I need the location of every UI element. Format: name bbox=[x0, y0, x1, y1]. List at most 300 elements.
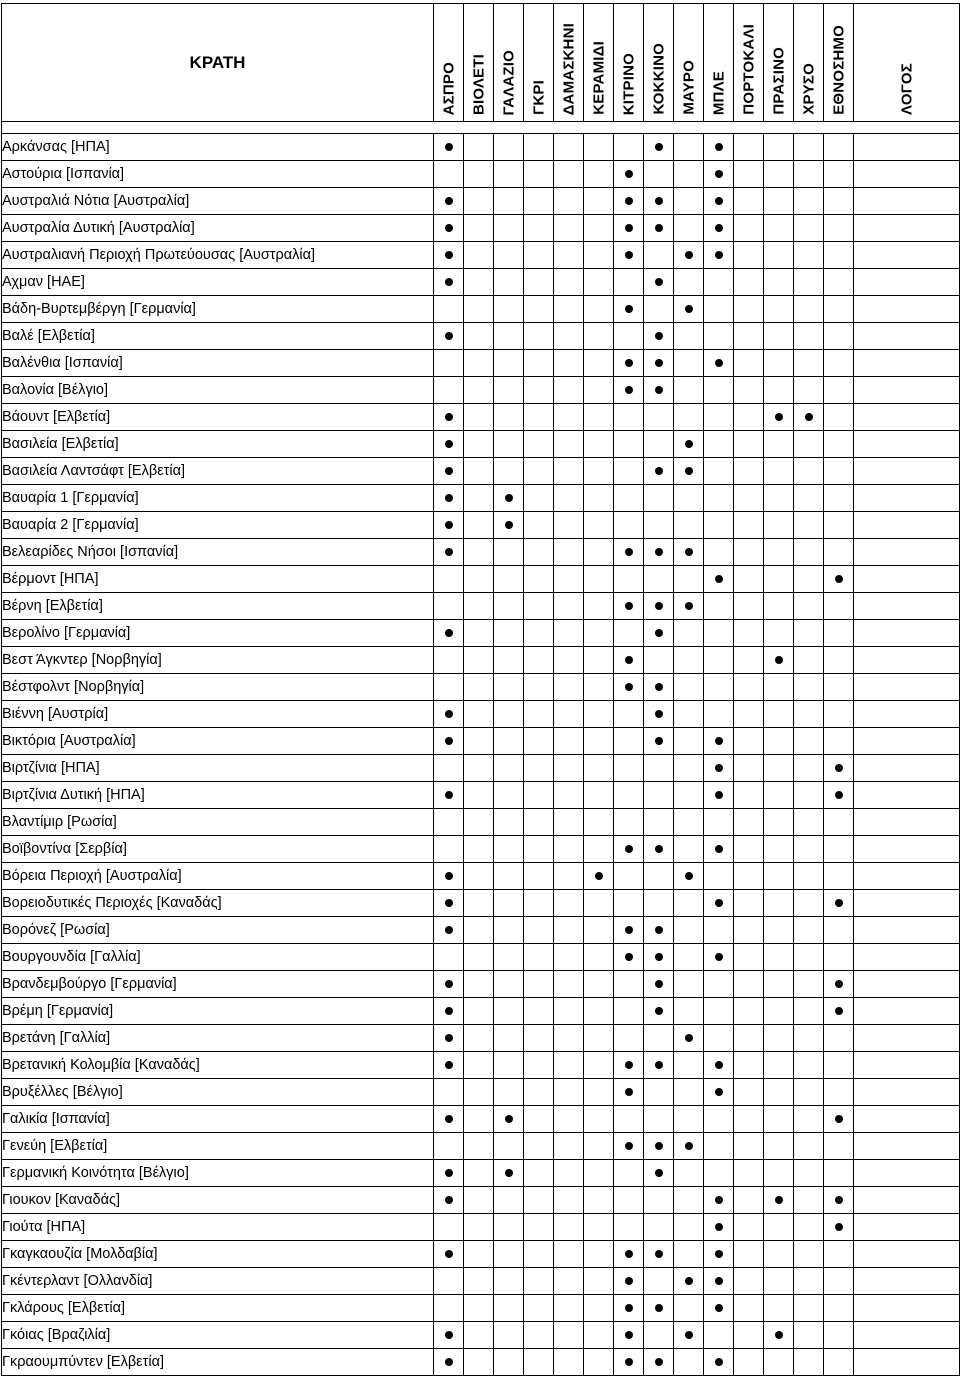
color-cell bbox=[764, 782, 794, 809]
color-cell bbox=[584, 350, 614, 377]
color-cell bbox=[674, 1214, 704, 1241]
color-cell bbox=[824, 1025, 854, 1052]
bullet-icon bbox=[715, 224, 723, 232]
bullet-icon bbox=[775, 1196, 783, 1204]
color-column-label: ΜΠΛΕ bbox=[710, 70, 727, 115]
color-cell bbox=[464, 890, 494, 917]
table-row bbox=[2, 242, 960, 269]
bullet-icon bbox=[835, 899, 843, 907]
color-cell bbox=[674, 647, 704, 674]
bullet-icon bbox=[445, 494, 453, 502]
bullet-icon bbox=[715, 170, 723, 178]
color-cell bbox=[494, 971, 524, 998]
bullet-icon bbox=[805, 413, 813, 421]
bullet-icon bbox=[445, 1115, 453, 1123]
bullet-icon bbox=[625, 1358, 633, 1366]
color-column-label: ΚΙΤΡΙΝΟ bbox=[620, 52, 637, 115]
bullet-icon bbox=[685, 602, 693, 610]
bullet-icon bbox=[625, 1088, 633, 1096]
color-cell bbox=[614, 998, 644, 1025]
color-cell bbox=[614, 269, 644, 296]
color-cell bbox=[734, 998, 764, 1025]
color-cell bbox=[434, 890, 464, 917]
color-cell bbox=[644, 620, 674, 647]
color-cell bbox=[764, 1133, 794, 1160]
bullet-icon bbox=[685, 305, 693, 313]
bullet-icon bbox=[445, 143, 453, 151]
color-cell bbox=[614, 296, 644, 323]
color-cell bbox=[764, 593, 794, 620]
color-cell bbox=[434, 701, 464, 728]
table-row bbox=[2, 539, 960, 566]
color-cell bbox=[494, 863, 524, 890]
table-row bbox=[2, 134, 960, 161]
color-cell bbox=[524, 593, 554, 620]
color-cell bbox=[464, 620, 494, 647]
state-name: Βικτόρια [Αυστραλία] bbox=[2, 728, 434, 755]
color-cell bbox=[584, 1322, 614, 1349]
color-cell bbox=[734, 728, 764, 755]
color-cell bbox=[794, 296, 824, 323]
color-cell bbox=[794, 782, 824, 809]
color-cell bbox=[524, 242, 554, 269]
color-cell bbox=[824, 350, 854, 377]
color-cell bbox=[494, 1322, 524, 1349]
color-cell bbox=[464, 539, 494, 566]
color-cell bbox=[614, 647, 644, 674]
reason-column-label: ΛΟΓΟΣ bbox=[898, 63, 915, 115]
color-cell bbox=[764, 647, 794, 674]
color-cell bbox=[524, 1349, 554, 1376]
color-cell bbox=[494, 944, 524, 971]
color-cell bbox=[794, 377, 824, 404]
bullet-icon bbox=[775, 656, 783, 664]
color-cell bbox=[824, 1349, 854, 1376]
color-cell bbox=[554, 1025, 584, 1052]
bullet-icon bbox=[625, 1304, 633, 1312]
color-cell bbox=[644, 134, 674, 161]
bullet-icon bbox=[445, 413, 453, 421]
color-cell bbox=[824, 944, 854, 971]
color-cell bbox=[704, 161, 734, 188]
color-cell bbox=[584, 215, 614, 242]
color-cell bbox=[824, 485, 854, 512]
color-cell bbox=[674, 134, 704, 161]
reason-cell bbox=[854, 728, 960, 755]
reason-cell bbox=[854, 701, 960, 728]
color-cell bbox=[764, 242, 794, 269]
state-name: Βεστ Άγκντερ [Νορβηγία] bbox=[2, 647, 434, 674]
color-cell bbox=[434, 728, 464, 755]
color-cell bbox=[764, 1268, 794, 1295]
color-cell bbox=[614, 1322, 644, 1349]
bullet-icon bbox=[625, 1331, 633, 1339]
color-cell bbox=[764, 944, 794, 971]
bullet-icon bbox=[775, 1331, 783, 1339]
reason-cell bbox=[854, 242, 960, 269]
color-cell bbox=[734, 161, 764, 188]
color-cell bbox=[434, 404, 464, 431]
bullet-icon bbox=[445, 1196, 453, 1204]
color-cell bbox=[584, 296, 614, 323]
color-cell bbox=[524, 701, 554, 728]
color-cell bbox=[464, 998, 494, 1025]
reason-cell bbox=[854, 458, 960, 485]
color-cell bbox=[734, 539, 764, 566]
table-row bbox=[2, 431, 960, 458]
color-cell bbox=[704, 539, 734, 566]
state-name: Γιουκον [Καναδάς] bbox=[2, 1187, 434, 1214]
color-cell bbox=[674, 161, 704, 188]
bullet-icon bbox=[445, 791, 453, 799]
state-name: Βρέμη [Γερμανία] bbox=[2, 998, 434, 1025]
color-cell bbox=[494, 1268, 524, 1295]
color-cell bbox=[644, 1268, 674, 1295]
color-cell bbox=[524, 890, 554, 917]
state-name: Βρετάνη [Γαλλία] bbox=[2, 1025, 434, 1052]
color-cell bbox=[734, 431, 764, 458]
color-cell bbox=[734, 647, 764, 674]
color-cell bbox=[434, 917, 464, 944]
table-row bbox=[2, 890, 960, 917]
bullet-icon bbox=[445, 251, 453, 259]
color-cell bbox=[494, 1241, 524, 1268]
bullet-icon bbox=[445, 710, 453, 718]
color-cell bbox=[464, 512, 494, 539]
color-cell bbox=[644, 836, 674, 863]
color-cell bbox=[764, 431, 794, 458]
color-cell bbox=[734, 1025, 764, 1052]
reason-cell bbox=[854, 1214, 960, 1241]
color-cell bbox=[734, 188, 764, 215]
color-cell bbox=[524, 1295, 554, 1322]
color-cell bbox=[644, 890, 674, 917]
color-cell bbox=[584, 917, 614, 944]
color-cell bbox=[464, 404, 494, 431]
color-cell bbox=[794, 728, 824, 755]
color-cell bbox=[524, 431, 554, 458]
color-cell bbox=[734, 1106, 764, 1133]
reason-cell bbox=[854, 890, 960, 917]
color-cell bbox=[794, 512, 824, 539]
bullet-icon bbox=[715, 1196, 723, 1204]
color-cell bbox=[584, 1295, 614, 1322]
state-name: Βρανδεμβούργο [Γερμανία] bbox=[2, 971, 434, 998]
bullet-icon bbox=[685, 872, 693, 880]
color-cell bbox=[794, 1349, 824, 1376]
bullet-icon bbox=[445, 629, 453, 637]
color-cell bbox=[734, 809, 764, 836]
color-cell bbox=[434, 593, 464, 620]
color-column-label: ΒΙΟΛΕΤΙ bbox=[470, 53, 487, 115]
color-cell bbox=[794, 188, 824, 215]
color-cell bbox=[494, 701, 524, 728]
color-cell bbox=[674, 1160, 704, 1187]
color-cell bbox=[824, 647, 854, 674]
color-cell bbox=[674, 1079, 704, 1106]
color-cell bbox=[644, 728, 674, 755]
reason-cell bbox=[854, 1295, 960, 1322]
color-cell bbox=[494, 593, 524, 620]
bullet-icon bbox=[445, 1061, 453, 1069]
color-cell bbox=[584, 404, 614, 431]
color-cell bbox=[554, 188, 584, 215]
color-cell bbox=[614, 674, 644, 701]
reason-cell bbox=[854, 485, 960, 512]
color-cell bbox=[554, 971, 584, 998]
color-cell bbox=[494, 1349, 524, 1376]
color-cell bbox=[764, 134, 794, 161]
color-cell bbox=[824, 323, 854, 350]
reason-cell bbox=[854, 647, 960, 674]
color-cell bbox=[794, 971, 824, 998]
color-cell bbox=[644, 1025, 674, 1052]
color-cell bbox=[524, 1187, 554, 1214]
color-cell bbox=[464, 1322, 494, 1349]
color-cell bbox=[644, 998, 674, 1025]
color-column-header bbox=[824, 4, 854, 122]
table-row bbox=[2, 809, 960, 836]
table-row bbox=[2, 1241, 960, 1268]
color-cell bbox=[824, 1241, 854, 1268]
color-cell bbox=[794, 161, 824, 188]
color-cell bbox=[764, 674, 794, 701]
color-cell bbox=[644, 701, 674, 728]
color-cell bbox=[824, 1079, 854, 1106]
color-cell bbox=[554, 1214, 584, 1241]
color-cell bbox=[674, 188, 704, 215]
bullet-icon bbox=[625, 845, 633, 853]
color-cell bbox=[734, 836, 764, 863]
color-cell bbox=[734, 404, 764, 431]
color-cell bbox=[494, 512, 524, 539]
color-cell bbox=[734, 1349, 764, 1376]
color-cell bbox=[764, 188, 794, 215]
bullet-icon bbox=[715, 251, 723, 259]
color-cell bbox=[524, 323, 554, 350]
reason-cell bbox=[854, 620, 960, 647]
color-cell bbox=[734, 296, 764, 323]
color-cell bbox=[704, 620, 734, 647]
color-cell bbox=[644, 1241, 674, 1268]
color-cell bbox=[464, 350, 494, 377]
bullet-icon bbox=[625, 197, 633, 205]
bullet-icon bbox=[655, 332, 663, 340]
color-cell bbox=[464, 323, 494, 350]
color-cell bbox=[584, 539, 614, 566]
color-cell bbox=[434, 863, 464, 890]
color-cell bbox=[494, 350, 524, 377]
color-cell bbox=[614, 485, 644, 512]
color-cell bbox=[434, 971, 464, 998]
reason-cell bbox=[854, 998, 960, 1025]
bullet-icon bbox=[445, 197, 453, 205]
bullet-icon bbox=[625, 170, 633, 178]
color-cell bbox=[584, 1079, 614, 1106]
bullet-icon bbox=[835, 791, 843, 799]
color-column-label: ΠΡΑΣΙΝΟ bbox=[770, 47, 787, 115]
state-name: Γκλάρους [Ελβετία] bbox=[2, 1295, 434, 1322]
bullet-icon bbox=[655, 1142, 663, 1150]
reason-cell bbox=[854, 674, 960, 701]
color-cell bbox=[614, 323, 644, 350]
color-cell bbox=[674, 1052, 704, 1079]
bullet-icon bbox=[445, 467, 453, 475]
color-cell bbox=[644, 377, 674, 404]
color-cell bbox=[434, 1322, 464, 1349]
color-cell bbox=[794, 755, 824, 782]
color-cell bbox=[554, 458, 584, 485]
table-row bbox=[2, 1295, 960, 1322]
color-cell bbox=[554, 323, 584, 350]
table-row bbox=[2, 296, 960, 323]
color-cell bbox=[644, 674, 674, 701]
table-row bbox=[2, 1268, 960, 1295]
color-cell bbox=[704, 1133, 734, 1160]
color-column-header bbox=[464, 4, 494, 122]
color-column-label: ΕΘΝΟΣΗΜΟ bbox=[830, 25, 847, 115]
color-cell bbox=[734, 620, 764, 647]
table-row bbox=[2, 566, 960, 593]
color-cell bbox=[434, 512, 464, 539]
color-cell bbox=[704, 485, 734, 512]
color-cell bbox=[554, 1349, 584, 1376]
color-cell bbox=[644, 1079, 674, 1106]
color-cell bbox=[644, 1187, 674, 1214]
color-cell bbox=[614, 1079, 644, 1106]
color-column-header bbox=[614, 4, 644, 122]
color-column-header bbox=[704, 4, 734, 122]
color-cell bbox=[554, 296, 584, 323]
color-cell bbox=[644, 566, 674, 593]
color-cell bbox=[584, 458, 614, 485]
color-cell bbox=[524, 1025, 554, 1052]
color-cell bbox=[764, 1160, 794, 1187]
color-cell bbox=[644, 647, 674, 674]
color-cell bbox=[674, 404, 704, 431]
color-cell bbox=[794, 215, 824, 242]
color-cell bbox=[704, 944, 734, 971]
color-cell bbox=[734, 1214, 764, 1241]
color-cell bbox=[734, 674, 764, 701]
color-cell bbox=[674, 809, 704, 836]
color-cell bbox=[584, 593, 614, 620]
color-cell bbox=[794, 566, 824, 593]
color-cell bbox=[584, 674, 614, 701]
color-cell bbox=[434, 431, 464, 458]
color-cell bbox=[704, 1052, 734, 1079]
color-cell bbox=[494, 188, 524, 215]
color-cell bbox=[824, 242, 854, 269]
color-cell bbox=[674, 1106, 704, 1133]
color-cell bbox=[764, 701, 794, 728]
color-cell bbox=[824, 1295, 854, 1322]
bullet-icon bbox=[505, 521, 513, 529]
color-cell bbox=[824, 782, 854, 809]
color-cell bbox=[824, 134, 854, 161]
color-cell bbox=[764, 863, 794, 890]
color-cell bbox=[524, 1160, 554, 1187]
reason-cell bbox=[854, 296, 960, 323]
bullet-icon bbox=[445, 1250, 453, 1258]
color-cell bbox=[674, 701, 704, 728]
color-cell bbox=[554, 782, 584, 809]
color-cell bbox=[674, 1349, 704, 1376]
color-cell bbox=[524, 755, 554, 782]
color-cell bbox=[554, 215, 584, 242]
bullet-icon bbox=[655, 467, 663, 475]
table-row bbox=[2, 215, 960, 242]
reason-cell bbox=[854, 755, 960, 782]
color-cell bbox=[554, 269, 584, 296]
color-cell bbox=[494, 620, 524, 647]
color-cell bbox=[734, 755, 764, 782]
bullet-icon bbox=[655, 1358, 663, 1366]
color-cell bbox=[494, 998, 524, 1025]
color-cell bbox=[524, 296, 554, 323]
color-cell bbox=[734, 1268, 764, 1295]
color-cell bbox=[794, 458, 824, 485]
color-cell bbox=[674, 1295, 704, 1322]
reason-cell bbox=[854, 593, 960, 620]
color-cell bbox=[494, 728, 524, 755]
color-cell bbox=[584, 620, 614, 647]
bullet-icon bbox=[715, 1250, 723, 1258]
color-cell bbox=[734, 485, 764, 512]
color-cell bbox=[704, 1295, 734, 1322]
reason-cell bbox=[854, 350, 960, 377]
state-name: Βέρνη [Ελβετία] bbox=[2, 593, 434, 620]
color-cell bbox=[524, 215, 554, 242]
reason-cell bbox=[854, 1025, 960, 1052]
color-cell bbox=[464, 431, 494, 458]
color-cell bbox=[494, 755, 524, 782]
color-cell bbox=[614, 1133, 644, 1160]
bullet-icon bbox=[655, 953, 663, 961]
color-cell bbox=[824, 998, 854, 1025]
color-cell bbox=[554, 242, 584, 269]
color-cell bbox=[434, 161, 464, 188]
table-row bbox=[2, 404, 960, 431]
bullet-icon bbox=[685, 467, 693, 475]
reason-cell bbox=[854, 1241, 960, 1268]
color-cell bbox=[434, 1025, 464, 1052]
color-cell bbox=[494, 215, 524, 242]
color-cell bbox=[704, 512, 734, 539]
color-cell bbox=[524, 836, 554, 863]
color-cell bbox=[764, 836, 794, 863]
color-cell bbox=[524, 782, 554, 809]
color-column-header bbox=[434, 4, 464, 122]
color-cell bbox=[704, 458, 734, 485]
color-cell bbox=[554, 917, 584, 944]
color-cell bbox=[584, 647, 614, 674]
color-cell bbox=[554, 836, 584, 863]
color-cell bbox=[644, 323, 674, 350]
color-column-header bbox=[524, 4, 554, 122]
color-cell bbox=[614, 755, 644, 782]
color-cell bbox=[764, 512, 794, 539]
state-name: Βαλένθια [Ισπανία] bbox=[2, 350, 434, 377]
color-cell bbox=[614, 242, 644, 269]
table-row bbox=[2, 512, 960, 539]
bullet-icon bbox=[775, 413, 783, 421]
table-row bbox=[2, 1214, 960, 1241]
color-cell bbox=[824, 215, 854, 242]
reason-cell bbox=[854, 1106, 960, 1133]
bullet-icon bbox=[595, 872, 603, 880]
state-name: Βρετανική Κολομβία [Καναδάς] bbox=[2, 1052, 434, 1079]
